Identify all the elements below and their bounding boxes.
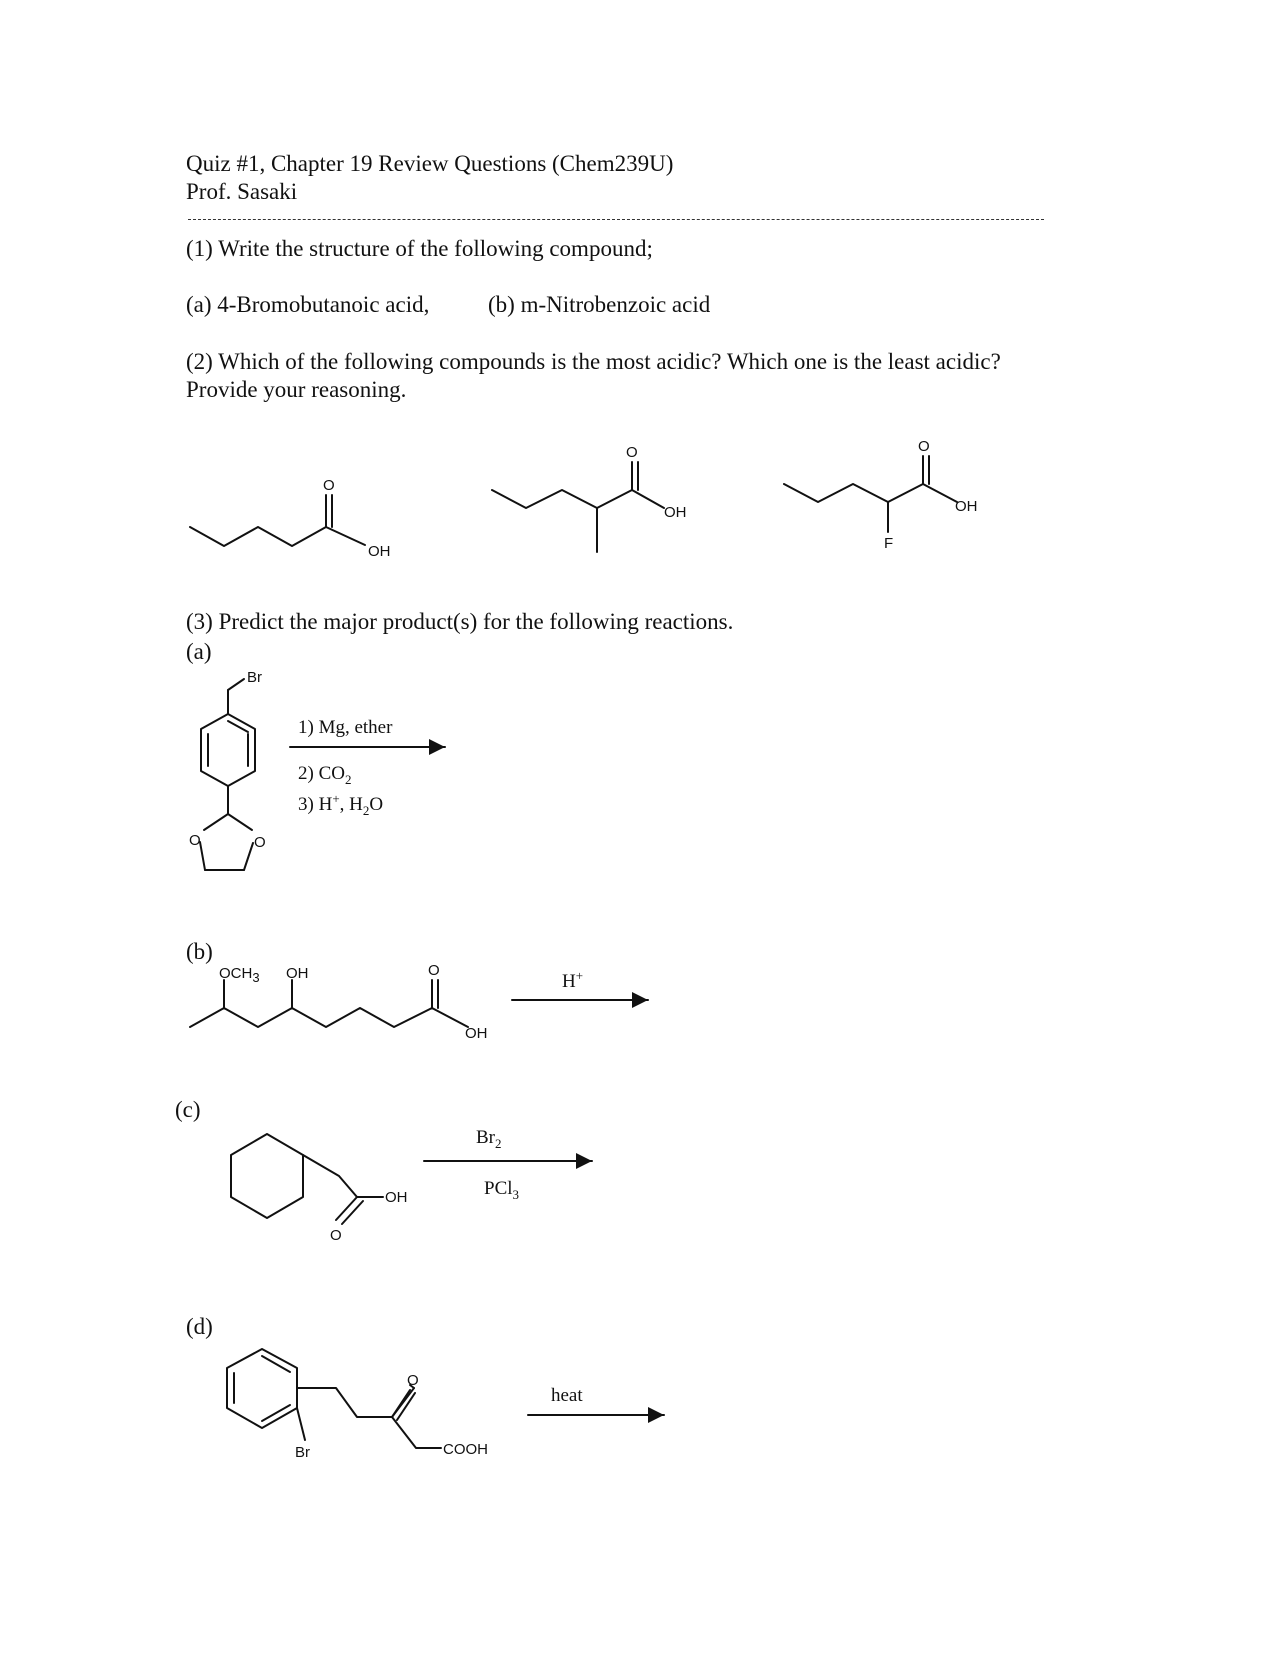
q3a-reagent-3: 3) H+, $H_2O$ xyxy=(298,791,384,818)
q3a-label: (a) xyxy=(186,639,212,664)
q2-acid-3-structure xyxy=(784,438,978,552)
q2-acid3-fluorine: F xyxy=(884,535,894,552)
q3b-structure xyxy=(190,962,488,1042)
q3a-oxygen-left: O xyxy=(189,832,201,849)
instructor-name: Prof. Sasaki xyxy=(186,179,298,204)
q2-acid2-hydroxyl: OH xyxy=(664,504,687,521)
q3b-methoxy: OCH3 xyxy=(219,965,260,985)
q1-part-b: (b) m-Nitrobenzoic acid xyxy=(488,292,711,317)
q3a-structure xyxy=(189,669,266,870)
q3b-hydroxyl-2: OH xyxy=(465,1025,488,1042)
q3a-reagent-2: 2) $CO_2$ xyxy=(298,763,352,787)
q2-acid2-carbonyl-o: O xyxy=(626,444,638,461)
q3b-reagent: H+ xyxy=(562,968,584,992)
q3c-carbonyl-o: O xyxy=(330,1227,342,1244)
q3b-carbonyl-o: O xyxy=(428,962,440,979)
q3d-label: (d) xyxy=(186,1314,213,1339)
q3d-carbonyl-o: O xyxy=(407,1372,419,1389)
q3c-reagent-2: PCl$_3$ xyxy=(484,1178,520,1202)
q3c-structure xyxy=(231,1134,408,1244)
q3a-bromine: Br xyxy=(247,669,262,686)
q3d-structure xyxy=(227,1349,488,1461)
q2-prompt-line1: (2) Which of the following compounds is the most acidic? Which one is the least acidic? xyxy=(186,349,1001,374)
q3a-oxygen-right: O xyxy=(254,834,266,851)
q3c-hydroxyl: OH xyxy=(385,1189,408,1206)
q2-acid1-carbonyl-o: O xyxy=(323,477,335,494)
quiz-title: Quiz #1, Chapter 19 Review Questions (Chem239U) xyxy=(186,151,674,176)
q2-acid3-hydroxyl: OH xyxy=(955,498,978,515)
q1-prompt: (1) Write the structure of the following compound; xyxy=(186,236,653,261)
q3-prompt: (3) Predict the major product(s) for the following reactions. xyxy=(186,609,734,634)
q3d-carboxyl: COOH xyxy=(443,1441,488,1458)
q3c-label: (c) xyxy=(175,1097,201,1122)
q3b-label: (b) xyxy=(186,939,213,964)
q3c-reagent-1: $Br_2$ xyxy=(476,1127,502,1151)
q1-part-a: (a) 4-Bromobutanoic acid, xyxy=(186,292,430,317)
q3b-hydroxyl-1: OH xyxy=(286,965,309,982)
q2-acid3-carbonyl-o: O xyxy=(918,438,930,455)
q3d-reagent: heat xyxy=(551,1385,583,1406)
q2-prompt-line2: Provide your reasoning. xyxy=(186,377,407,402)
q2-acid-1-structure xyxy=(190,477,391,560)
q2-acid-2-structure xyxy=(492,444,687,552)
q3d-bromine: Br xyxy=(295,1444,310,1461)
q2-acid1-hydroxyl: OH xyxy=(368,543,391,560)
q3a-reagent-1: 1) Mg, ether xyxy=(298,717,393,738)
